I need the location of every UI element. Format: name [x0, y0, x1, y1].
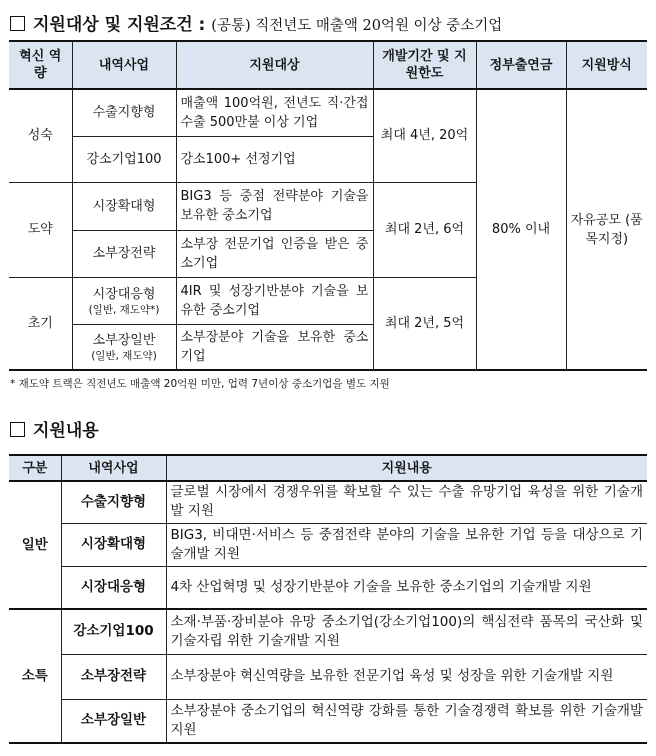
content-cell: 소재·부품·장비분야 유망 중소기업(강소기업100)의 핵심전략 품목의 국산화 및 기술자립 위한 기술개발 지원 — [166, 609, 647, 654]
content-cell: 글로벌 시장에서 경쟁우위를 확보할 수 있는 수출 유망기업 육성을 위한 기술개발 지원 — [166, 481, 647, 523]
support-content-table — [9, 454, 647, 744]
program-cell: 소부장일반 — [61, 699, 166, 743]
period-cell: 최대 4년, 20억 — [373, 89, 476, 182]
target-cell: 소부장분야 기술을 보유한 중소기업 — [176, 324, 373, 370]
header-program: 내역사업 — [72, 41, 176, 89]
target-cell: 강소100+ 선정기업 — [176, 136, 373, 182]
table-row — [9, 699, 647, 743]
program-note: (일반, 재도약*) — [88, 303, 160, 316]
content-cell: 소부장분야 중소기업의 혁신역량 강화를 통한 기술경쟁력 확보를 위한 기술개발 지원 — [166, 699, 647, 743]
table-row — [9, 654, 647, 699]
program-cell: 수출지향형 — [61, 481, 166, 523]
checkbox-square-icon — [10, 16, 25, 31]
target-cell: BIG3 등 중점 전략분야 기술을 보유한 중소기업 — [176, 182, 373, 230]
content-cell: 4차 산업혁명 및 성장기반분야 기술을 보유한 중소기업의 기술개발 지원 — [166, 566, 647, 609]
category-cell: 소특 — [9, 609, 61, 743]
header-category: 구분 — [9, 455, 61, 481]
checkbox-square-icon — [10, 422, 25, 437]
section2-heading — [10, 416, 99, 441]
target-cell: 4IR 및 성장기반분야 기술을 보유한 중소기업 — [176, 277, 373, 324]
header-stage: 혁신 역량 — [9, 41, 72, 89]
header-period: 개발기간 및 지원한도 — [373, 41, 476, 89]
stage-cell: 성숙 — [9, 89, 72, 182]
target-cell: 매출액 100억원, 전년도 직·간접 수출 500만불 이상 기업 — [176, 89, 373, 136]
program-cell: 소부장전략 — [61, 654, 166, 699]
header-funding: 정부출연금 — [476, 41, 566, 89]
header-method: 지원방식 — [566, 41, 647, 89]
support-target-table — [9, 40, 647, 371]
table-header-row — [9, 455, 647, 481]
target-cell: 소부장 전문기업 인증을 받은 중소기업 — [176, 230, 373, 277]
period-cell: 최대 2년, 5억 — [373, 277, 476, 370]
program-cell: 수출지향형 — [72, 89, 176, 136]
section1-heading — [10, 10, 502, 35]
table-row — [9, 523, 647, 566]
category-cell: 일반 — [9, 481, 61, 609]
method-cell: 자유공모 (품목지정) — [566, 89, 647, 370]
program-note: (일반, 재도약) — [91, 349, 157, 362]
header-target: 지원대상 — [176, 41, 373, 89]
program-cell — [72, 324, 176, 370]
program-cell: 시장확대형 — [72, 182, 176, 230]
program-cell: 소부장전략 — [72, 230, 176, 277]
table-row — [9, 609, 647, 654]
content-cell: BIG3, 비대면·서비스 등 중점전략 분야의 기술을 보유한 기업 등을 대상으로 기술개발 지원 — [166, 523, 647, 566]
table-row — [9, 566, 647, 609]
table-row — [9, 481, 647, 523]
funding-cell: 80% 이내 — [476, 89, 566, 370]
program-cell: 강소기업100 — [61, 609, 166, 654]
section1-subtitle: (공통) 직전년도 매출액 20억원 이상 중소기업 — [211, 18, 503, 34]
section1-title: 지원대상 및 지원조건 : — [33, 15, 206, 35]
content-cell: 소부장분야 혁신역량을 보유한 전문기업 육성 및 성장을 위한 기술개발 지원 — [166, 654, 647, 699]
program-name: 시장대응형 — [92, 286, 156, 302]
program-cell — [72, 277, 176, 324]
header-program: 내역사업 — [61, 455, 166, 481]
header-content: 지원내용 — [166, 455, 647, 481]
program-cell: 강소기업100 — [72, 136, 176, 182]
stage-cell: 초기 — [9, 277, 72, 370]
table-header-row — [9, 41, 647, 89]
table-row — [9, 89, 647, 136]
program-cell: 시장대응형 — [61, 566, 166, 609]
section2-title: 지원내용 — [33, 421, 99, 441]
footnote: * 재도약 트랙은 직전년도 매출액 20억원 미만, 업력 7년이상 중소기업을 별도 지원 — [10, 378, 390, 390]
period-cell: 최대 2년, 6억 — [373, 182, 476, 277]
program-cell: 시장확대형 — [61, 523, 166, 566]
program-name: 소부장일반 — [92, 332, 156, 348]
stage-cell: 도약 — [9, 182, 72, 277]
